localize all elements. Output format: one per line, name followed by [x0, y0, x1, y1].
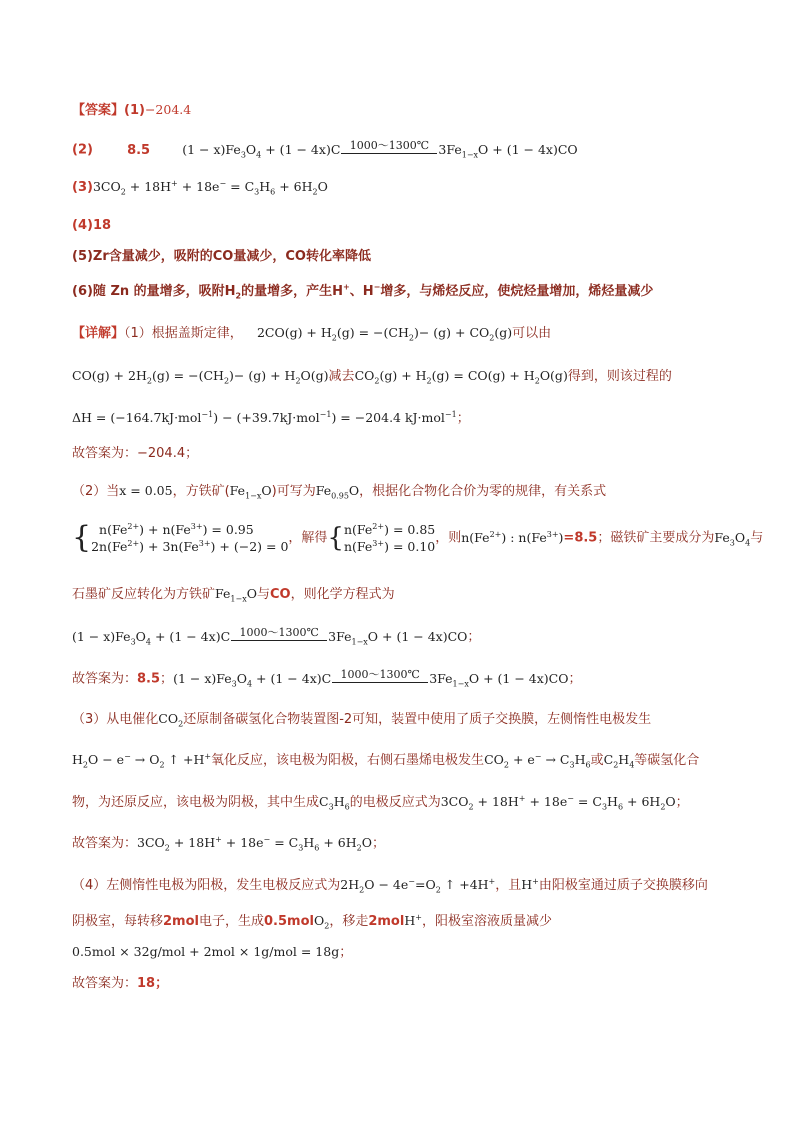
answer-6-text: 的量增多，产生H: [241, 284, 344, 299]
answer-4: 18: [92, 218, 112, 233]
detail-text: 石墨矿反应转化为方铁矿: [72, 587, 216, 602]
answer-6-text: 增多，与烯烃反应，使烷烃量增加，烯烃量减少: [380, 284, 654, 299]
detail-text: ，则化学方程式为: [290, 587, 395, 602]
detail-text: 故答案为：: [72, 836, 138, 851]
detail-text: ，移走: [329, 914, 369, 929]
detail-text: ，根据化合物化合价为零的规律，有关系式: [359, 484, 607, 499]
equation-product: $3Fe_{1-x}O + (1 - 4x)CO$: [438, 141, 578, 159]
detail-text: 8.5: [137, 671, 161, 687]
equation-b: $CO_2(g) + H_2(g) = CO(g) + H_2O(g)$: [354, 368, 568, 386]
detail-text: ；磁铁矿主要成分为: [597, 530, 715, 546]
detail-text: CO: [269, 587, 291, 602]
detail-text: 2mol: [368, 914, 405, 929]
detail-tag: 【详解】: [72, 326, 125, 341]
detail-line-6: { $n(Fe^{2+}) + n(Fe^{3+}) = 0.95$ $2n(Fe^{2+}) + 3n(Fe^{3+}) + (-2) = 0$，解得{$n(Fe^{2+}) = 0.85$ $n(Fe^{3+}) = 0.10$，则$n(Fe^{2+})$ : $n(Fe^{3+})=8.5$；磁铁矿主要成分为$Fe_3O_4$与: [72, 520, 764, 555]
detail-text: 故答案为：: [72, 976, 138, 991]
reaction-condition: 1000～1300℃: [239, 626, 319, 639]
answer-1: −204.4: [144, 102, 192, 117]
detail-text: 减去: [328, 369, 355, 384]
detail-text: 2mol: [163, 914, 199, 929]
detail-line-3: ΔH = (−164.7kJ·mol$^{-1}$) − (+39.7kJ·mol$^{-1}$) = −204.4 kJ·mol$^{-1}$；: [72, 409, 470, 426]
reaction-condition: 1000～1300℃: [340, 668, 420, 681]
detail-line-5: （2）当x = 0.05，方铁矿$(Fe_{1-x}O)$可写为$Fe_{0.95}O$，根据化合物化合价为零的规律，有关系式: [72, 483, 607, 501]
answer-line-4: [72, 217, 111, 235]
detail-text: ，解得: [288, 530, 328, 546]
answer-line-3: [72, 178, 328, 197]
answer-number: (1): [124, 103, 145, 118]
detail-line-7: 石墨矿反应转化为方铁矿$Fe_{1-x}O$与CO，则化学方程式为: [72, 586, 395, 604]
detail-text: 物，为还原反应，该电极为阴极，其中生成: [72, 795, 320, 810]
detail-text: 得到，则该过程的: [567, 369, 672, 384]
detail-line-1: [72, 324, 551, 343]
detail-text: ，方铁矿(: [172, 484, 230, 499]
reaction-condition: 1000～1300℃: [349, 139, 430, 152]
equation-fe3o4: $(1 - x)Fe_3O_4 + (1 - 4x)C$: [182, 141, 341, 159]
detail-text: 与: [750, 530, 764, 546]
answer-5: (5)Zr含量减少，吸附的CO量减少，CO转化率降低: [72, 249, 371, 264]
equation-a: $CO(g) + 2H_2(g) = -(CH_2)- (g) + H_2O(g)$: [72, 368, 329, 386]
detail-text: 阴极室，每转移: [72, 914, 164, 929]
answer-6-text: (6)随 Zn 的量增多，吸附H: [72, 284, 236, 299]
detail-text: 可以由: [512, 326, 552, 341]
detail-line-15: 阴极室，每转移2mol电子，生成0.5molO$_2$，移走2molH+，阳极室溶液质量减少: [72, 912, 552, 931]
detail-line-9: 故答案为：8.5；$(1 - x)Fe_3O_4 + (1 - 4x)C$ 1000～1300℃ $3Fe_{1-x}O + (1 - 4x)CO$；: [72, 668, 582, 688]
reaction-arrow: [341, 138, 437, 162]
detail-text: 的电极反应式为: [349, 795, 441, 810]
answer-number: (4): [72, 218, 93, 233]
detail-text: 与: [256, 587, 270, 602]
detail-text: 氧化反应，该电极为阳极，右侧石墨烯电极发生: [211, 753, 485, 768]
detail-line-2: [72, 367, 672, 386]
detail-text: =8.5: [563, 530, 598, 546]
answer-line-2: [72, 138, 578, 162]
detail-line-13: 故答案为：$3CO_2 + 18H^+ + 18e^- = C_3H_6 + 6H_2O$；: [72, 834, 385, 853]
equation-system: $n(Fe^{2+}) + n(Fe^{3+}) = 0.95$ $2n(Fe^{2+}) + 3n(Fe^{3+}) + (-2) = 0$: [91, 521, 289, 554]
detail-line-11: $H_2O - e^- \to O_2$ ↑ +H+氧化反应，该电极为阳极，右侧石墨烯电极发生$CO_2 + e^- \to C_3H_6$或$C_2H_4$等碳氢化合: [72, 751, 700, 770]
detail-text: （3）从电催化: [72, 712, 159, 727]
detail-text: （2）当: [72, 484, 120, 499]
detail-answer-1: 故答案为：−204.4；: [72, 446, 199, 461]
detail-line-17: [72, 975, 168, 993]
answer-line-5: [72, 248, 371, 266]
equation-target: $2CO(g) + H_2(g) = -(CH_2)- (g) + CO_2(g)$: [256, 325, 513, 343]
answer-number: (3): [72, 180, 93, 195]
equation-solution: $n(Fe^{2+}) = 0.85$ $n(Fe^{3+}) = 0.10$: [343, 521, 436, 554]
equation-3: $3CO_2 + 18H^+ + 18e^- = C_3H_6 + 6H_2O$: [92, 178, 328, 197]
detail-text: 还原制备碳氢化合物装置图-2可知，装置中使用了质子交换膜，左侧惰性电极发生: [183, 712, 652, 727]
detail-text: ，且: [495, 878, 522, 893]
answer-tag: 【答案】: [72, 103, 125, 118]
answer-6-text: 、H: [349, 284, 374, 299]
answer-number: (2): [72, 142, 93, 158]
detail-text: 18；: [137, 976, 169, 991]
answer-line-1: [72, 101, 191, 120]
equation-dh: ΔH = (−164.7kJ·mol$^{-1}$) − (+39.7kJ·mol$^{-1}$) = −204.4 kJ·mol$^{-1}$: [72, 409, 457, 425]
detail-text: 等碳氢化合: [634, 753, 700, 768]
detail-text: 电子，生成: [199, 914, 265, 929]
detail-text: （1）根据盖斯定律，: [124, 326, 243, 341]
detail-text: 0.5mol: [264, 914, 314, 929]
detail-line-10: （3）从电催化$CO_2$还原制备碳氢化合物装置图-2可知，装置中使用了质子交换膜，左侧惰性电极发生: [72, 711, 652, 729]
detail-line-14: （4）左侧惰性电极为阳极，发生电极反应式为$2H_2O - 4e^-=O_2$ ↑ +4H+，且H+由阳极室通过质子交换膜移向: [72, 876, 708, 895]
detail-line-4: [72, 445, 198, 463]
detail-text: 故答案为：: [72, 671, 138, 687]
equation-mass: 0.5mol × 32g/mol + 2mol × 1g/mol = 18g: [72, 944, 340, 959]
detail-line-12: 物，为还原反应，该电极为阴极，其中生成$C_3H_6$的电极反应式为$3CO_2 + 18H^+ + 18e^- = C_3H_6 + 6H_2O$；: [72, 793, 689, 812]
detail-line-8: $(1 - x)Fe_3O_4 + (1 - 4x)C$ 1000～1300℃ $3Fe_{1-x}O + (1 - 4x)CO$；: [72, 626, 481, 646]
detail-text: ，阳极室溶液质量减少: [421, 914, 552, 929]
detail-text: )可写为: [271, 484, 316, 499]
detail-text: ，则: [435, 530, 462, 546]
detail-line-16: 0.5mol × 32g/mol + 2mol × 1g/mol = 18g；: [72, 944, 353, 960]
answer-line-6: (6)随 Zn 的量增多，吸附$H_2$的量增多，产生H+、H−增多，与烯烃反应，使烷烃量增加，烯烃量减少: [72, 282, 654, 301]
detail-text: （4）左侧惰性电极为阳极，发生电极反应式为: [72, 878, 341, 893]
answer-2-value: 8.5: [127, 142, 151, 158]
detail-text: 由阳极室通过质子交换膜移向: [538, 878, 708, 893]
detail-text: 或: [590, 753, 604, 768]
